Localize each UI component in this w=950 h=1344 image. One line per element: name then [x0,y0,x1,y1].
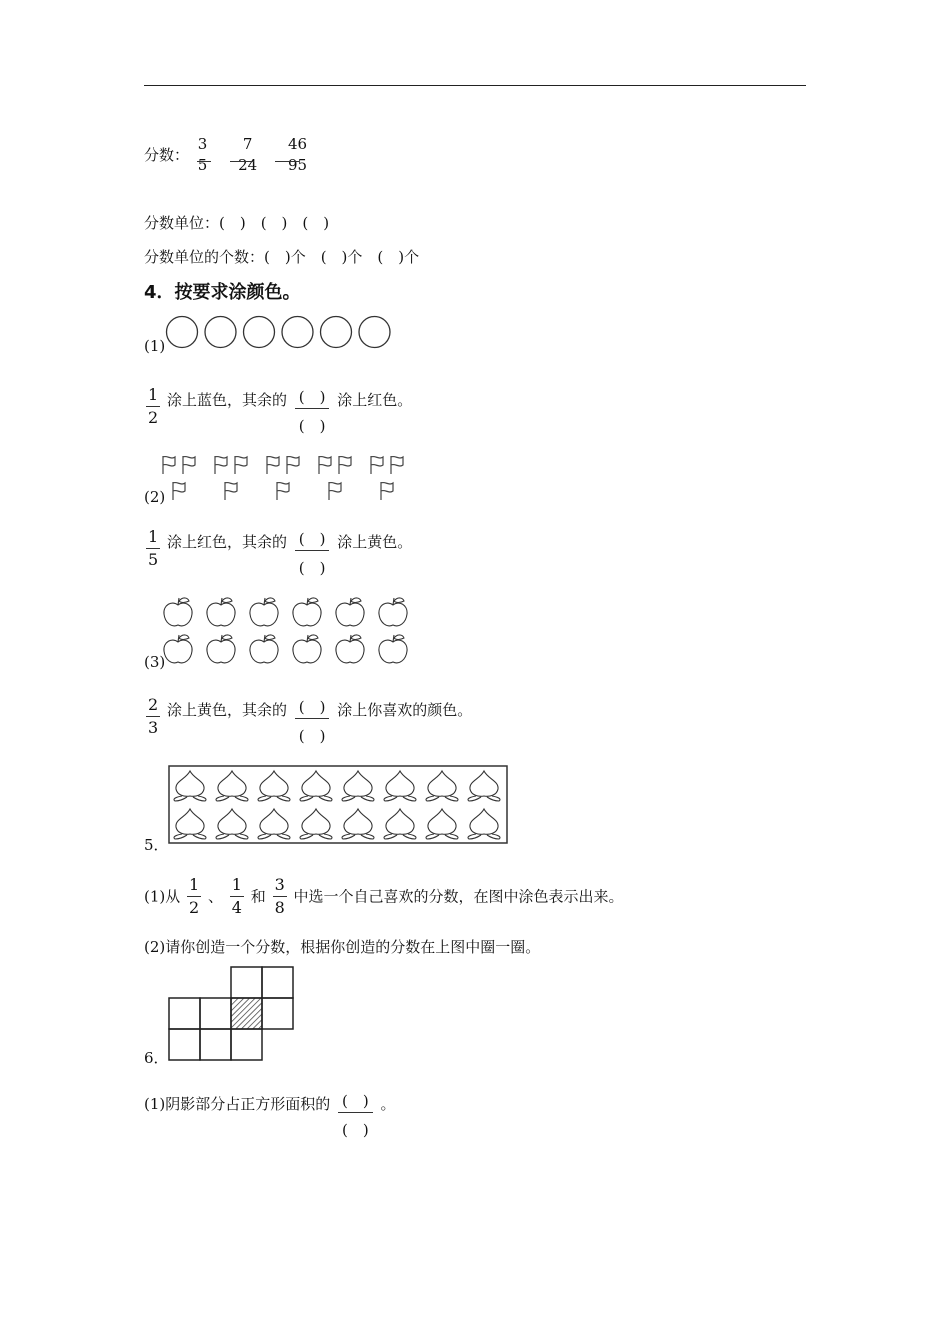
flag-shape [235,456,247,474]
part-1-label: (1) [144,337,166,355]
answer-blank-fraction[interactable]: ( ) ( ) [295,696,330,746]
fraction-bar-1 [197,161,211,162]
question-4-heading: 4．按要求涂颜色。 [144,282,301,303]
fraction-list [144,136,311,173]
flag-shape [329,482,341,500]
fraction-label: 分数： [144,146,190,164]
choice-fraction-3: $\frac{3}{8}$ [274,875,285,917]
grid-square [262,967,293,998]
peaches-figure [168,765,510,845]
peach-shape [174,771,206,801]
peach-shape [216,771,248,801]
fraction-bar-3 [275,161,299,162]
peach-shape [300,771,332,801]
answer-blank-fraction[interactable]: ( ) ( ) [295,528,330,578]
choice-fraction-1: $\frac{1}{2}$ [189,875,200,917]
fraction-bar-2 [230,161,254,162]
circle-shape [321,317,352,348]
peach-shape [174,809,206,839]
apple-shape [250,598,278,626]
circle-shape [244,317,275,348]
flag-shape [381,482,393,500]
apple-shape [293,598,321,626]
flag-shape [163,456,175,474]
unit-count-line: 分数单位的个数：( )个 ( )个 ( )个 [144,248,420,266]
circle-shape [167,317,198,348]
question-6-label: 6． [144,1049,169,1067]
apple-shape [164,635,192,663]
fraction-unit-line: 分数单位：( ) ( ) ( ) [144,214,330,232]
part-1-instruction: $\frac{1}{2}$ 涂上蓝色，其余的 ( ) ( ) 涂上红色。 [148,385,413,435]
answer-blank-fraction[interactable]: ( ) ( ) [295,386,330,436]
part-3-fraction: $\frac{2}{3}$ [148,695,159,737]
peach-shape [426,809,458,839]
question-6-part-1: (1)阴影部分占正方形面积的 ( ) ( ) 。 [144,1092,396,1139]
peach-shape [258,809,290,839]
square-grid-figure [168,966,294,1062]
peach-shape [342,809,374,839]
flag-shape [215,456,227,474]
peach-shape [426,771,458,801]
choice-fraction-2: $\frac{1}{4}$ [231,875,242,917]
fraction-1: 3 5 [197,135,208,174]
apple-shape [379,598,407,626]
apple-shape [250,635,278,663]
peach-shape [468,809,500,839]
flag-shape [267,456,279,474]
fraction-3: 46 95 [288,135,308,174]
flag-shape [287,456,299,474]
question-5-part-2: (2)请你创造一个分数，根据你创造的分数在上图中圈一圈。 [144,938,541,956]
answer-blank-fraction[interactable]: ( ) ( ) [338,1090,373,1140]
question-5-label: 5． [144,836,169,854]
part-2-label: (2) [144,488,166,506]
peach-shape [342,771,374,801]
flag-shape [183,456,195,474]
part-3-label: (3) [144,653,166,671]
apple-shape [336,635,364,663]
peach-shape [384,771,416,801]
flag-shape [277,482,289,500]
circle-shape [205,317,236,348]
apple-shape [336,598,364,626]
part-2-fraction: $\frac{1}{5}$ [148,527,159,569]
circle-shape [282,317,313,348]
grid-square [169,1029,200,1060]
header-rule [144,85,806,86]
apple-shape [379,635,407,663]
grid-square [200,998,231,1029]
part-2-instruction: $\frac{1}{5}$ 涂上红色，其余的 ( ) ( ) 涂上黄色。 [148,527,413,577]
grid-square [231,967,262,998]
part-3-instruction: $\frac{2}{3}$ 涂上黄色，其余的 ( ) ( ) 涂上你喜欢的颜色。 [148,695,473,745]
flags-figure [160,452,420,504]
flag-shape [319,456,331,474]
peach-shape [300,809,332,839]
apples-figure [160,594,420,670]
apple-shape [207,598,235,626]
shaded-square [231,998,262,1029]
circle-shape [359,317,390,348]
apple-shape [207,635,235,663]
apple-shape [164,598,192,626]
apple-shape [293,635,321,663]
grid-square [231,1029,262,1060]
fraction-2: 7 24 [238,135,258,174]
question-5-part-1: (1)从 $\frac{1}{2}$ 、 $\frac{1}{4}$ 和 $\frac{3}{8}$ 中选一个自己喜欢的分数，在图中涂色表示出来。 [144,875,624,917]
grid-square [262,998,293,1029]
peach-shape [258,771,290,801]
peach-shape [384,809,416,839]
flag-shape [225,482,237,500]
peach-shape [216,809,248,839]
flag-shape [339,456,351,474]
flag-shape [391,456,403,474]
grid-square [200,1029,231,1060]
peach-shape [468,771,500,801]
part-1-fraction: $\frac{1}{2}$ [148,385,159,427]
circles-figure [165,315,395,351]
grid-square [169,998,200,1029]
flag-shape [371,456,383,474]
flag-shape [173,482,185,500]
